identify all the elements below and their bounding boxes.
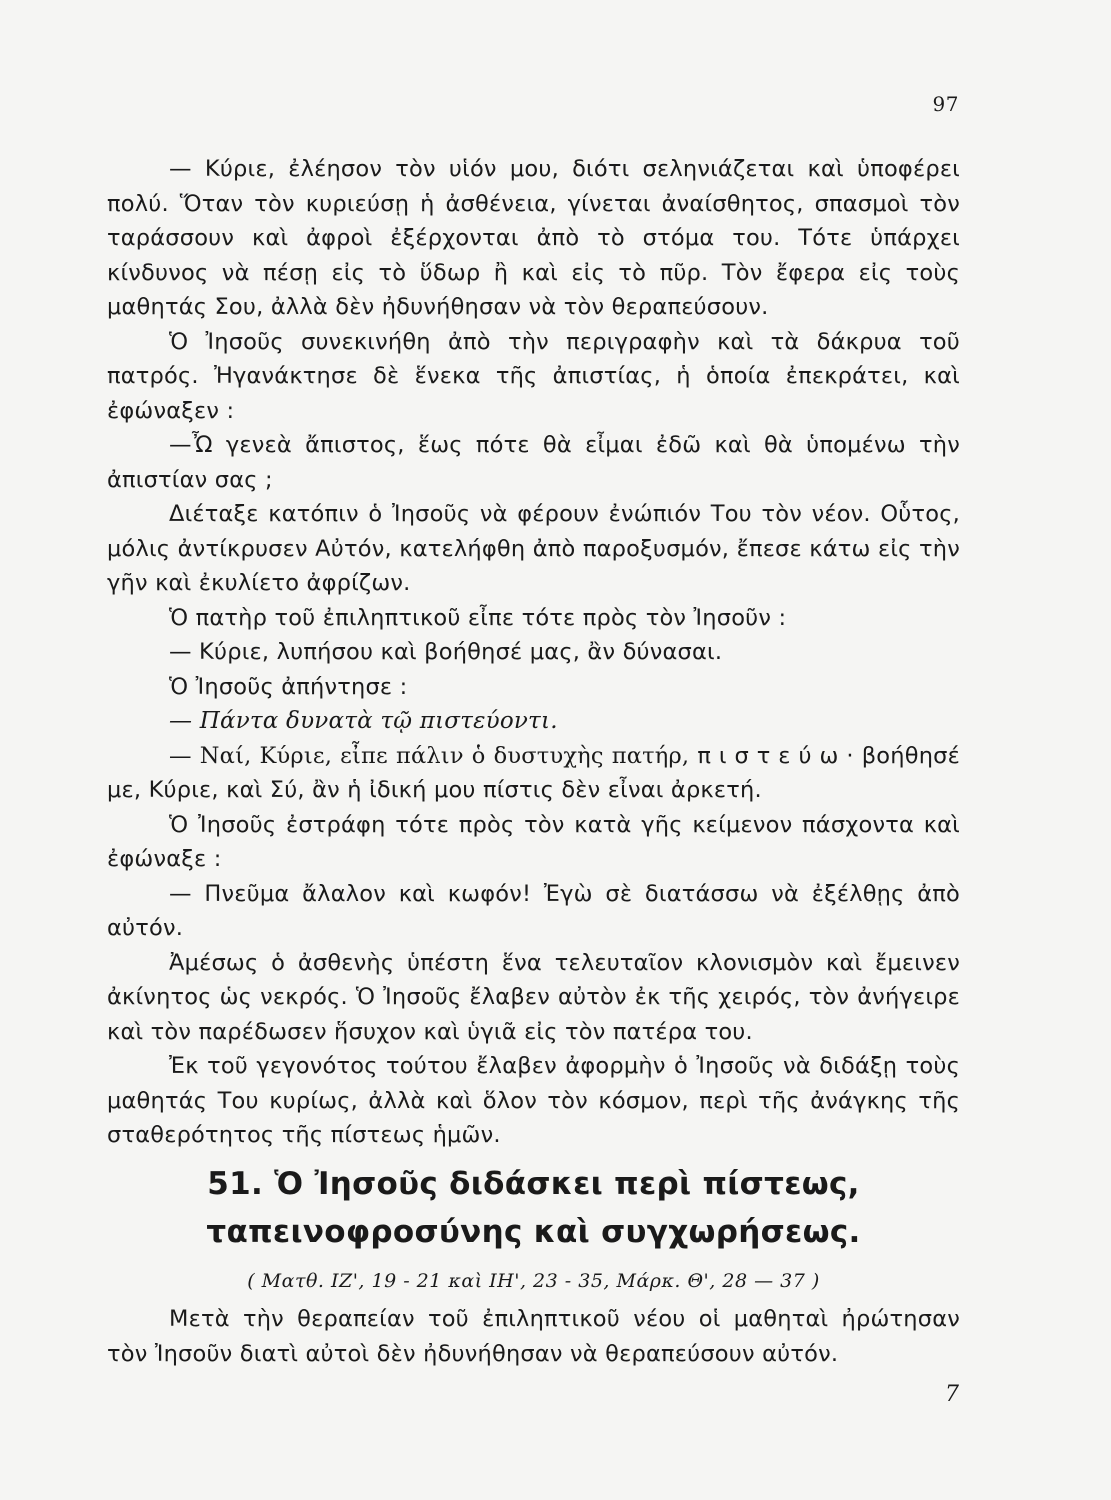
believe-before: — Ναί, Κύριε, εἶπε πάλιν ὁ δυστυχὴς πατήρ, [169, 742, 698, 769]
paragraph: Ἐκ τοῦ γεγονότος τούτου ἔλαβεν ἀφορμὴν ὁ Ἰησοῦς νὰ διδάξῃ τοὺς μαθητάς Του κυρίως, ἀλλὰ καὶ ὅλον τὸν κόσμον, περὶ τῆς ἀνάγκης τῆς σταθερότητος τῆς πίστεως ἡμῶν. [107, 1053, 960, 1148]
chapter-heading [107, 1160, 960, 1256]
paragraph: Μετὰ τὴν θεραπείαν τοῦ ἐπιληπτικοῦ νέου οἱ μαθηταὶ ἠρώτησαν τὸν Ἰησοῦν διατὶ αὐτοὶ δὲν ἠδυνήθησαν νὰ θεραπεύσουν αὐτόν. [107, 1306, 960, 1367]
chapter-title-line-1: 51. Ὁ Ἰησοῦς διδάσκει περὶ πίστεως, [207, 1166, 860, 1202]
paragraph: — Κύριε, λυπήσου καὶ βοήθησέ μας, ἂν δύνασαι. [169, 639, 723, 665]
paragraph: Ὁ Ἰησοῦς ἀπήντησε : [169, 673, 408, 700]
main-text [107, 152, 960, 1153]
paragraph: Ἀμέσως ὁ ἀσθενὴς ὑπέστη ἕνα τελευταῖον κλονισμὸν καὶ ἔμεινεν ἀκίνητος ὡς νεκρός. Ὁ Ἰησοῦς ἔλαβεν αὐτὸν ἐκ τῆς χειρός, τὸν ἀνήγειρε καὶ τὸν παρέδωσεν ἥσυχον καὶ ὑγιᾶ εἰς τὸν πατέρα του. [107, 949, 960, 1045]
chapter-title-line-2: ταπεινοφροσύνης καὶ συγχωρήσεως. [206, 1214, 861, 1250]
paragraph: —Ὦ γενεὰ ἄπιστος, ἕως πότε θὰ εἶμαι ἐδῶ καὶ θὰ ὑπομένω τὴν ἀπιστίαν σας ; [107, 432, 960, 493]
page-number: 97 [932, 92, 959, 116]
signature-mark: 7 [945, 1382, 959, 1407]
italic-quote: — Πάντα δυνατὰ τῷ πιστεύοντι. [169, 708, 558, 734]
paragraph: Ὁ Ἰησοῦς συνεκινήθη ἀπὸ τὴν περιγραφὴν καὶ τὰ δάκρυα τοῦ πατρός. Ἠγανάκτησε δὲ ἕνεκα τῆς ἀπιστίας, ἡ ὁποία ἐπεκράτει, καὶ ἐφώναξεν : [107, 328, 960, 424]
paragraph: Διέταξε κατόπιν ὁ Ἰησοῦς νὰ φέρουν ἐνώπιόν Του τὸν νέον. Οὗτος, μόλις ἀντίκρυσεν Αὐτόν, κατελήφθη ἀπὸ παροξυσμόν, ἔπεσε κάτω εἰς τὴν γῆν καὶ ἐκυλίετο ἀφρίζων. [107, 501, 960, 596]
paragraph-believe [107, 739, 960, 808]
paragraph: Ὁ πατὴρ τοῦ ἐπιληπτικοῦ εἶπε τότε πρὸς τὸν Ἰησοῦν : [169, 604, 787, 631]
paragraph: — Πνεῦμα ἄλαλον καὶ κωφόν! Ἐγὼ σὲ διατάσσω νὰ ἐξέλθῃς ἀπὸ αὐτόν. [107, 880, 960, 941]
scripture-references: ( Ματθ. ΙΖ', 19 - 21 καὶ ΙΗ', 23 - 35, Μάρκ. Θ', 28 — 37 ) [247, 1270, 820, 1292]
paragraph: Ὁ Ἰησοῦς ἐστράφη τότε πρὸς τὸν κατὰ γῆς κείμενον πάσχοντα καὶ ἐφώναξε : [107, 811, 960, 872]
paragraph: — Κύριε, ἐλέησον τὸν υἱόν μου, διότι σεληνιάζεται καὶ ὑποφέρει πολύ. Ὅταν τὸν κυριεύσῃ ἡ ἀσθένεια, γίνεται ἀναίσθητος, σπασμοὶ τὸν ταράσσουν καὶ ἀφροὶ ἐξέρχονται ἀπὸ τὸ στόμα του. Τότε ὑπάρχει κίνδυνος νὰ πέσῃ εἰς τὸ ὕδωρ ἢ καὶ εἰς τὸ πῦρ. Τὸν ἔφερα εἰς τοὺς μαθητάς Σου, ἀλλὰ δὲν ἠδυνήθησαν νὰ τὸν θεραπεύσουν. [107, 156, 960, 320]
believe-after: · βοήθησέ με, Κύριε, καὶ Σύ, ἂν ἡ ἰδική μου πίστις δὲν εἶναι ἀρκετή. [107, 742, 960, 803]
chapter-text [107, 1302, 960, 1371]
believe-spaced: πιστεύω [697, 742, 847, 769]
